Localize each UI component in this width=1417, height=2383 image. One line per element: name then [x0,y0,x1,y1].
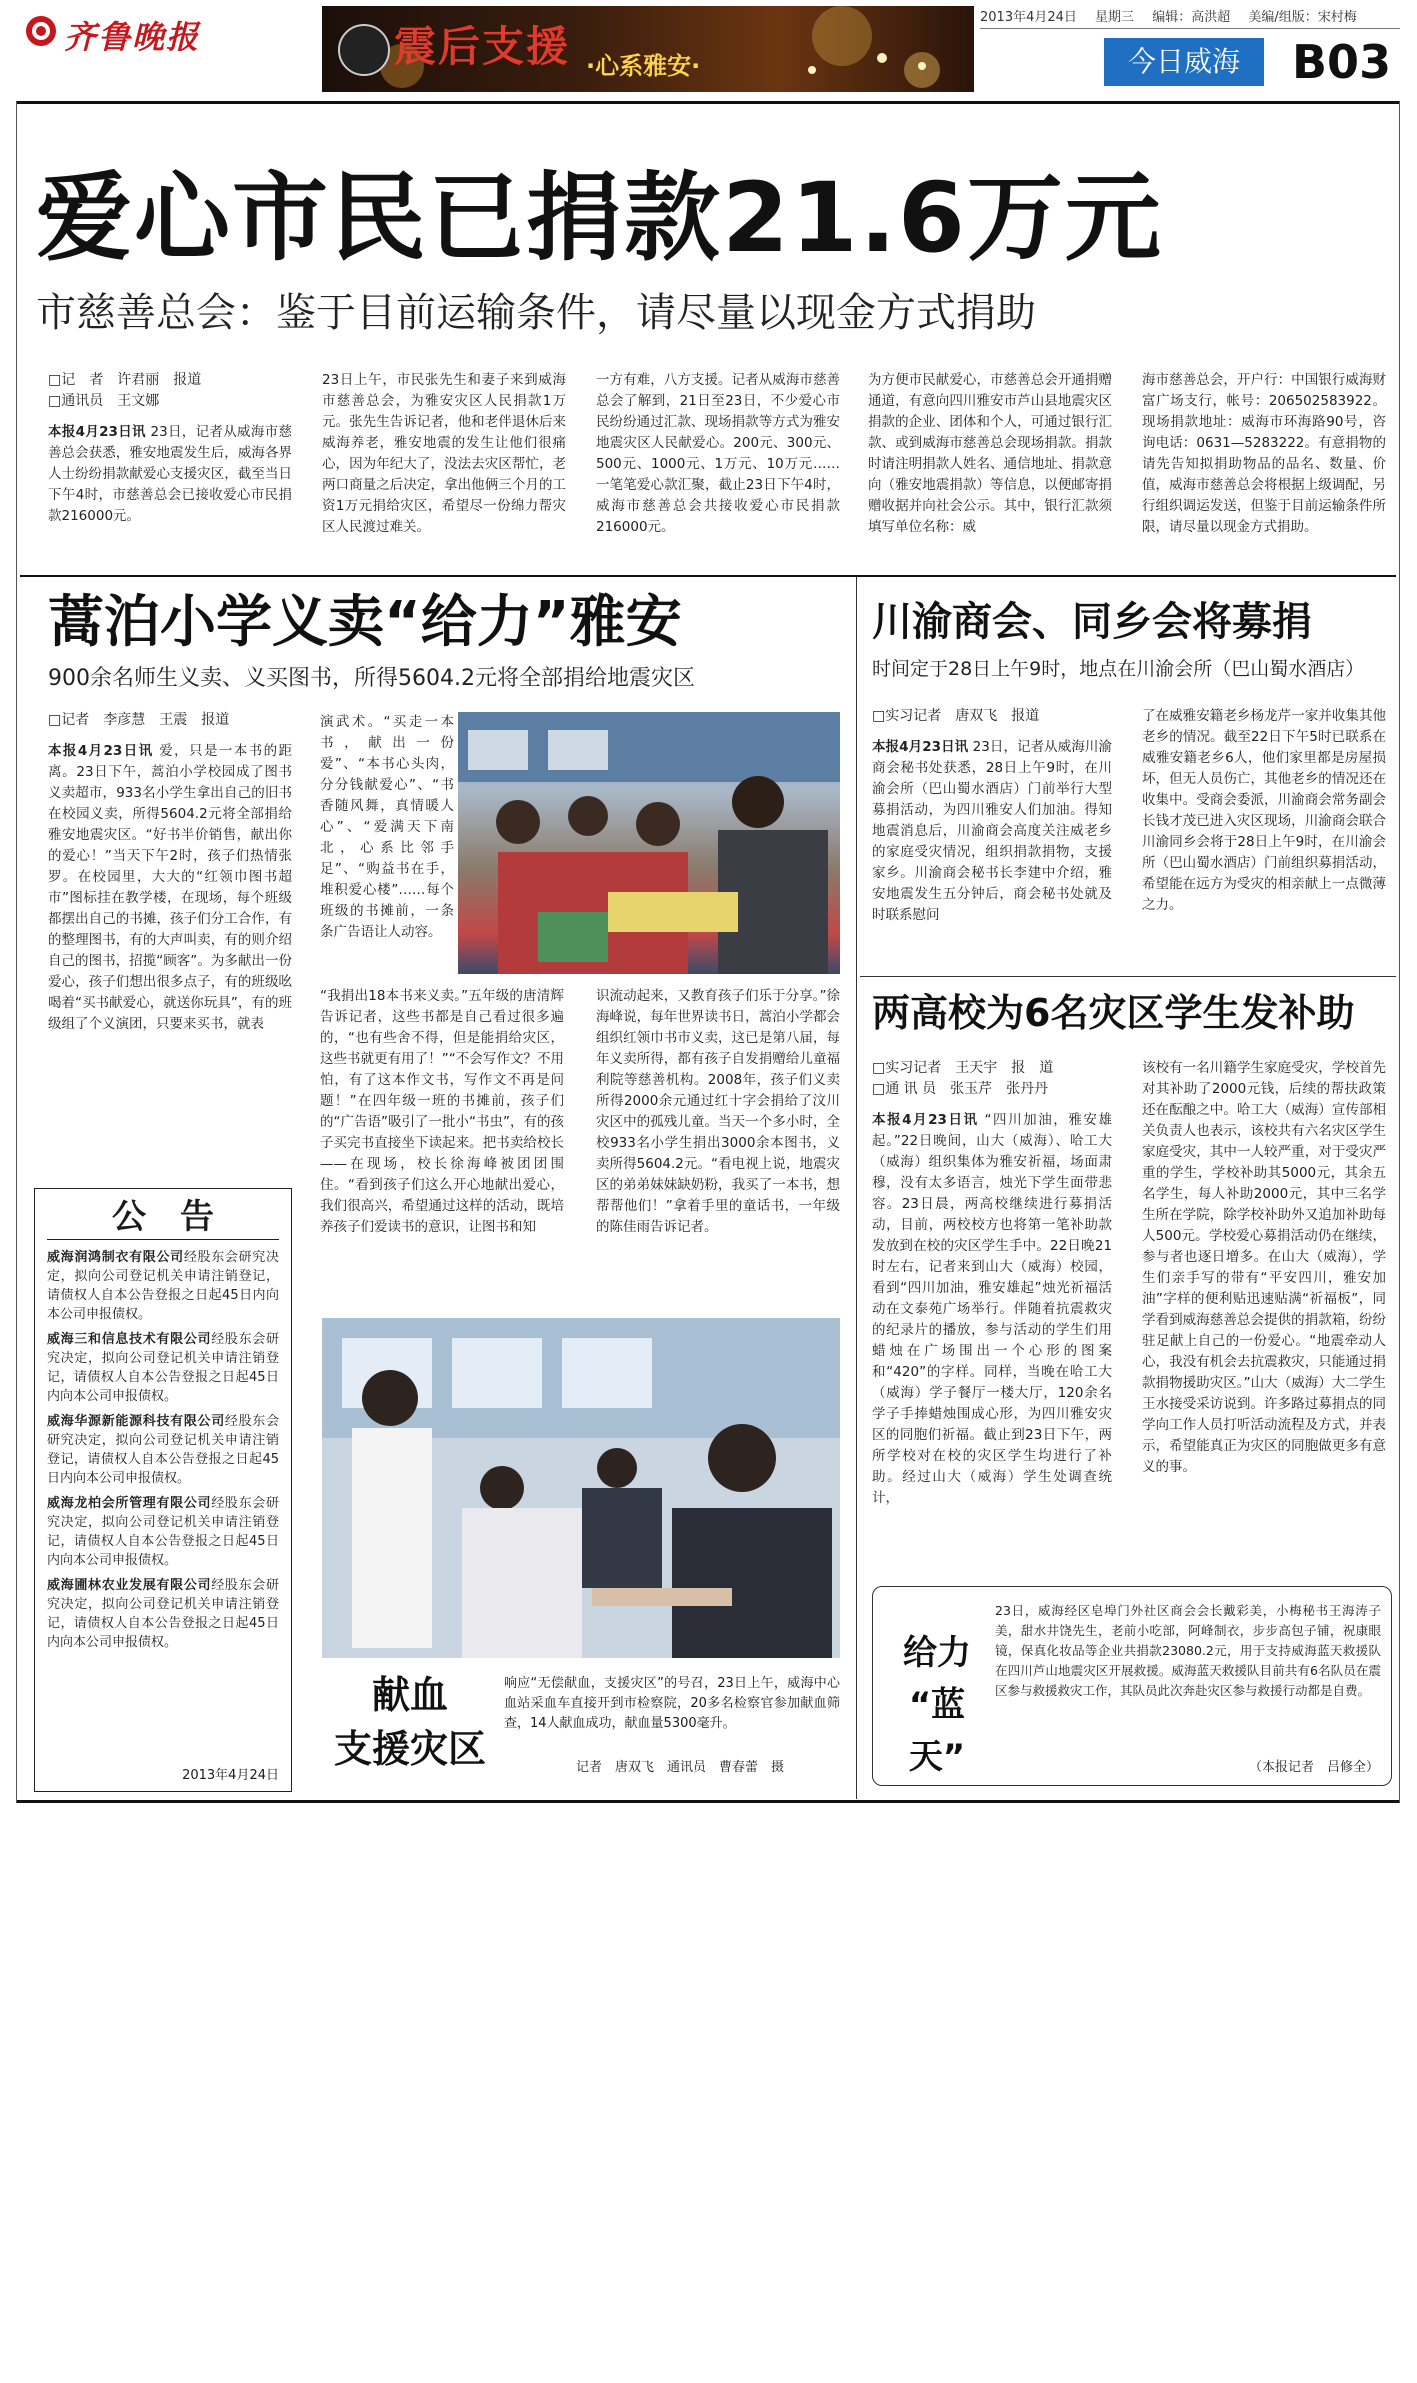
book-sale-photo [458,712,840,974]
masthead [0,0,1417,100]
lead-col-3: 一方有难，八方支援。记者从威海市慈善总会了解到，21日至23日，不少爱心市民纷纷通过汇款、现场捐款等方式为雅安地震灾区人民献爱心。200元、300元、500元、1000元、1万元、10万元……一笔笔爱心款汇聚，截止23日下午4时，威海市慈善总会共接收爱心市民捐款216000元。 [596,372,840,535]
college-col-1 [872,1058,1112,1558]
college-byline-correspondent: □通 讯 员 张玉芹 张丹丹 [872,1081,1049,1097]
blood-caption: 响应“无偿献血，支援灾区”的号召，23日上午，威海中心血站采血车直接开到市检察院，20多名检察官参加献血筛查，14人献血成功，献血量5300毫升。 [504,1676,840,1731]
college-byline-reporter: □实习记者 王天宇 报 道 [872,1060,1054,1076]
notice-title: 公 告 [47,1195,279,1240]
blue-sky-title [883,1627,991,1783]
right-frame-rule [1399,101,1400,1803]
editor-credit: 编辑：高洪超 [1152,10,1231,25]
blue-sky-text: 23日，威海经区皂埠门外社区商会会长戴彩美，小梅秘书王海涛子美，甜水井饶先生，老前小吃部，阿峰制衣，步步高包子铺，祝康眼镜，保真化妆品等企业共捐款23080.2元，用于支持威海蓝天救援队在四川芦山地震灾区开展救援。威海蓝天救援队目前共有6名队员在震区参与救援救灾工作，其队员此次奔赴灾区参与救援行动都是自费。 [995,1603,1381,1698]
chamber-col-1-text: 23日，记者从威海川渝商会秘书处获悉，28日上午9时，在川渝会所（巴山蜀水酒店）门前举行大型募捐活动，为四川雅安人们加油。得知地震消息后，川渝商会高度关注威老乡的家庭受灾情况，组织捐款捐物，支援家乡。川渝商会秘书长李建中介绍，雅安地震发生五分钟后，商会秘书处就及时联系慰问 [872,739,1112,923]
notice-company: 威海圃林农业发展有限公司 [47,1578,212,1593]
issue-weekday: 星期三 [1095,10,1135,25]
school-col-2a: 演武术。“买走一本书，献出一份爱”、“本书心头肉，分分钱献爱心”、“书香随风舞，真情暖人心”、“爱满天下南北，心系比邻手足”、“购益书在手，堆积爱心楼”……每个班级的书摊前，一条条广告语让人动容。 [320,714,454,940]
lead-byline-reporter: □记 者 许君丽 报道 [48,372,202,388]
notice-text: 经股东会研究决定，拟向公司登记机关申请注销登记，请债权人自本公告登报之日起45日内向本公司申报债权。 [47,1496,279,1568]
lead-col-4: 为方便市民献爱心，市慈善总会开通捐赠通道，有意向四川雅安市芦山县地震灾区捐款的企业、团体和个人，可通过银行汇款、或到威海市慈善总会现场捐款。捐款时请注明捐款人姓名、通信地址、捐款意向（雅安地震捐款）等信息，以便邮寄捐赠收据并向社会公示。其中，银行汇款须填写单位名称：威 [868,372,1112,535]
chamber-subhead: 时间定于28日上午9时，地点在川渝会所（巴山蜀水酒店） [872,658,1365,680]
section-tab [1104,38,1264,86]
school-headline: 蒿泊小学义卖“给力”雅安 [48,590,682,655]
blood-title [322,1668,498,1780]
school-subhead: 900余名师生义卖、义买图书，所得5604.2元将全部捐给地震灾区 [48,666,695,691]
notice-box [34,1188,292,1792]
top-frame-rule [16,101,1400,104]
chamber-col-1 [872,706,1112,972]
lead-dateline: 本报4月23日讯 [48,424,146,440]
newspaper-logo [24,10,224,54]
blue-sky-title-line-1: 给力 [903,1633,971,1673]
banner-title: 震后支援 [394,22,571,71]
chamber-col-2: 了在威雅安籍老乡杨龙芹一家并收集其他老乡的情况。截至22日下午5时已联系在威雅安籍老乡6人，他们家里都是房屋损坏，但无人员伤亡，其他老乡的情况还在收集中。受商会委派，川渝商会常务副会长钱才茂已进入灾区现场，川渝商会联合川渝同乡会将于28日上午9时，在川渝会所（巴山蜀水酒店）门前组织募捐活动，希望能在远方为受灾的相亲献上一点微薄之力。 [1142,708,1386,913]
banner-seal-icon [338,24,390,76]
blood-title-line-1: 献血 [371,1673,448,1717]
page-number: B03 [1292,35,1392,89]
lead-byline-correspondent: □通讯员 王文娜 [48,393,160,409]
bottom-frame-rule [16,1800,1400,1803]
dateline [980,6,1400,28]
notice-item [47,1412,279,1488]
blood-donation-photo [322,1318,840,1658]
blue-sky-title-line-2: “蓝天” [908,1685,966,1777]
logo-text: 齐鲁晚报 [64,18,201,56]
chamber-byline: □实习记者 唐双飞 报道 [872,708,1040,724]
college-headline: 两高校为6名灾区学生发补助 [872,991,1355,1035]
school-dateline: 本报4月23日讯 [48,743,154,759]
notice-company: 威海三和信息技术有限公司 [47,1332,212,1347]
lead-col-5: 海市慈善总会，开户行：中国银行威海财富广场支行，帐号：206502583922。现场捐款地址：威海市环海路90号，咨询电话：0631—5283222。有意捐物的请先告知拟捐助物品的品名、数量、价值，威海市慈善总会将根据上级调配，另行组织调运发送，但鉴于目前运输条件所限，请尽量以现金方式捐助。 [1142,372,1386,535]
school-byline: □记者 李彦慧 王震 报道 [48,712,230,728]
college-dateline: 本报4月23日讯 [872,1112,979,1128]
school-col-2b: “我捐出18本书来义卖。”五年级的唐清辉告诉记者，这些书都是自己看过很多遍的，“也有些舍不得，但是能捐给灾区，这些书就更有用了！”“不会写作文？不用怕，有了这本作文书，写作文不再是问题！”在四年级一班的书摊前，孩子们的“广告语”吸引了一批小“书虫”，有的孩子买完书直接坐下读起来。把书卖给校长——在现场，校长徐海峰被团团围住。“看到孩子们这么开心地献出爱心，我们很高兴，希望通过这样的活动，既培养孩子们爱读书的意识，让图书和知 [320,988,564,1235]
lead-headline: 爱心市民已捐款21.6万元 [36,162,1163,274]
notice-item [47,1494,279,1570]
notice-item [47,1330,279,1406]
chamber-bottom-rule [860,976,1396,977]
notice-company: 威海华源新能源科技有限公司 [47,1414,225,1429]
blood-donation-photo-icon [322,1318,840,1658]
notice-text: 经股东会研究决定，拟向公司登记机关申请注销登记，请债权人自本公告登报之日起45日内向本公司申报债权。 [47,1250,279,1322]
logo-emblem-icon [24,14,58,48]
notice-text: 经股东会研究决定，拟向公司登记机关申请注销登记，请债权人自本公告登报之日起45日内向本公司申报债权。 [47,1578,279,1650]
notice-date: 2013年4月24日 [182,1768,279,1783]
lead-col-2: 23日上午，市民张先生和妻子来到威海市慈善总会，为雅安灾区人民捐款1万元。张先生告诉记者，他和老伴退休后来威海养老，雅安地震的发生让他们很痛心，因为年纪大了，没法去灾区帮忙，老两口商量之后决定，拿出他俩三个月的工资1万元捐给灾区，希望尽一份绵力帮灾区人民渡过难关。 [322,372,566,535]
notice-item [47,1576,279,1652]
college-col-1-text: “四川加油，雅安雄起。”22日晚间，山大（威海）、哈工大（威海）组织集体为雅安祈福，场面肃穆，没有太多语言，烛光下学生面带悲容。23日晨，两高校继续进行募捐活动，目前，两校校方也将第一笔补助款发放到在校的灾区学生手中。22日晚21时左右，记者来到山大（威海）校园，看到“四川加油，雅安雄起”烛光祈福活动在文泰苑广场举行。伴随着抗震救灾的纪录片的播放，参与活动的学生们用蜡烛在广场围出一个心形的图案和“420”的字样。同样，当晚在哈工大（威海）学子餐厅一楼大厅，120余名学子手捧蜡烛围成心形，为四川雅安灾区的同胞们祈福。截止到23日下午，两所学校对在校的灾区学生均进行了补助。经过山大（威海）学生处调查统计， [872,1112,1112,1506]
banner-subtitle: ·心系雅安· [586,52,701,80]
book-sale-photo-icon [458,712,840,974]
chamber-dateline: 本报4月23日讯 [872,739,969,755]
notice-text: 经股东会研究决定，拟向公司登记机关申请注销登记，请债权人自本公告登报之日起45日内向本公司申报债权。 [47,1414,279,1486]
blue-sky-box [872,1586,1392,1786]
college-col-2: 该校有一名川籍学生家庭受灾，学校首先对其补助了2000元钱，后续的帮扶政策还在酝酿之中。哈工大（威海）宣传部相关负责人也表示，该校共有六名灾区学生家庭受灾，其中一人较严重，对于受灾严重的学生，学校补助其5000元，其余五名学生，每人补助2000元，其中三名学生所在学院，除学校补助外又追加补助每人500元。学校爱心募捐活动仍在继续，参与者也逐日增多。在山大（威海），学生们亲手写的带有“平安四川，雅安加油”字样的便利贴迅速贴满“祈福板”，同学看到威海慈善总会提供的捐款箱，纷纷驻足献上自己的一份爱心。“地震牵动人心，我没有机会去抗震救灾，只能通过捐款捐物援助灾区。”山大（威海）大二学生王水接受采访说到。许多路过募捐点的同学向工作人员打听活动流程及方式，并表示，希望能真正为灾区的同胞做更多有意义的事。 [1142,1060,1386,1475]
notice-list [47,1248,279,1748]
lead-col-1 [48,370,292,570]
issue-date: 2013年4月24日 [980,10,1077,25]
notice-item [47,1248,279,1324]
blue-sky-credit: （本报记者 吕修全） [1248,1760,1379,1775]
special-banner [322,6,974,92]
notice-company: 威海润鸿制衣有限公司 [47,1250,184,1265]
notice-text: 经股东会研究决定，拟向公司登记机关申请注销登记，请债权人自本公告登报之日起45日内向本公司申报债权。 [47,1332,279,1404]
designer-credit: 美编/组版：宋村梅 [1248,10,1357,25]
section-name: 今日威海 [1127,45,1240,78]
school-col-3: 识流动起来，又教育孩子们乐于分享。”徐海峰说，每年世界读书日，蒿泊小学都会组织红领巾书市义卖，这已是第八届，每年义卖所得，都有孩子自发捐赠给儿童福利院等慈善机构。2008年，孩子们义卖所得2000余元通过红十字会捐给了汶川灾区中的孤残儿童。当天一个多小时，全校933名小学生捐出3000余本图书，义卖所得5604.2元。“看电视上说，地震灾区的弟弟妹妹缺奶粉，我买了一本书，想帮帮他们！”拿着手里的童话书，一年级的陈佳雨告诉记者。 [596,988,840,1235]
dateline-rule [980,28,1400,29]
lead-col-1-text: 23日，记者从威海市慈善总会获悉，雅安地震发生后，威海各界人士纷纷捐款献爱心支援灾区，截至当日下午4时，市慈善总会已接收爱心市民捐款216000元。 [48,424,292,524]
lead-bottom-rule [20,575,1396,577]
lead-subhead: 市慈善总会：鉴于目前运输条件，请尽量以现金方式捐助 [36,290,1036,336]
chamber-headline: 川渝商会、同乡会将募捐 [872,599,1312,645]
blood-title-line-2: 支援灾区 [333,1727,486,1771]
blood-credit: 记者 唐双飞 通讯员 曹春蕾 摄 [576,1760,785,1775]
left-frame-rule [16,101,17,1803]
notice-company: 威海龙柏会所管理有限公司 [47,1496,212,1511]
school-col-1-text: 爱，只是一本书的距离。23日下午，蒿泊小学校园成了图书义卖超市，933名小学生拿出自己的旧书在校园义卖，所得5604.2元将全部捐给雅安地震灾区。“好书半价销售，献出你的爱心！”当天下午2时，孩子们热情张罗。在校园里，大大的“红领巾图书超市”图标挂在教学楼，在现场，每个班级都摆出自己的书摊，孩子们分工合作，有的整理图书，有的大声叫卖，有的则介绍自己的图书，招揽“顾客”。为多献出一份爱心，孩子们想出很多点子，有的班级吆喝着“买书献爱心，就送你玩具”，有的班级组了个义演团，只要来买书，就表 [48,743,292,1032]
school-col-1 [48,710,292,1130]
vertical-column-rule [856,577,857,1799]
